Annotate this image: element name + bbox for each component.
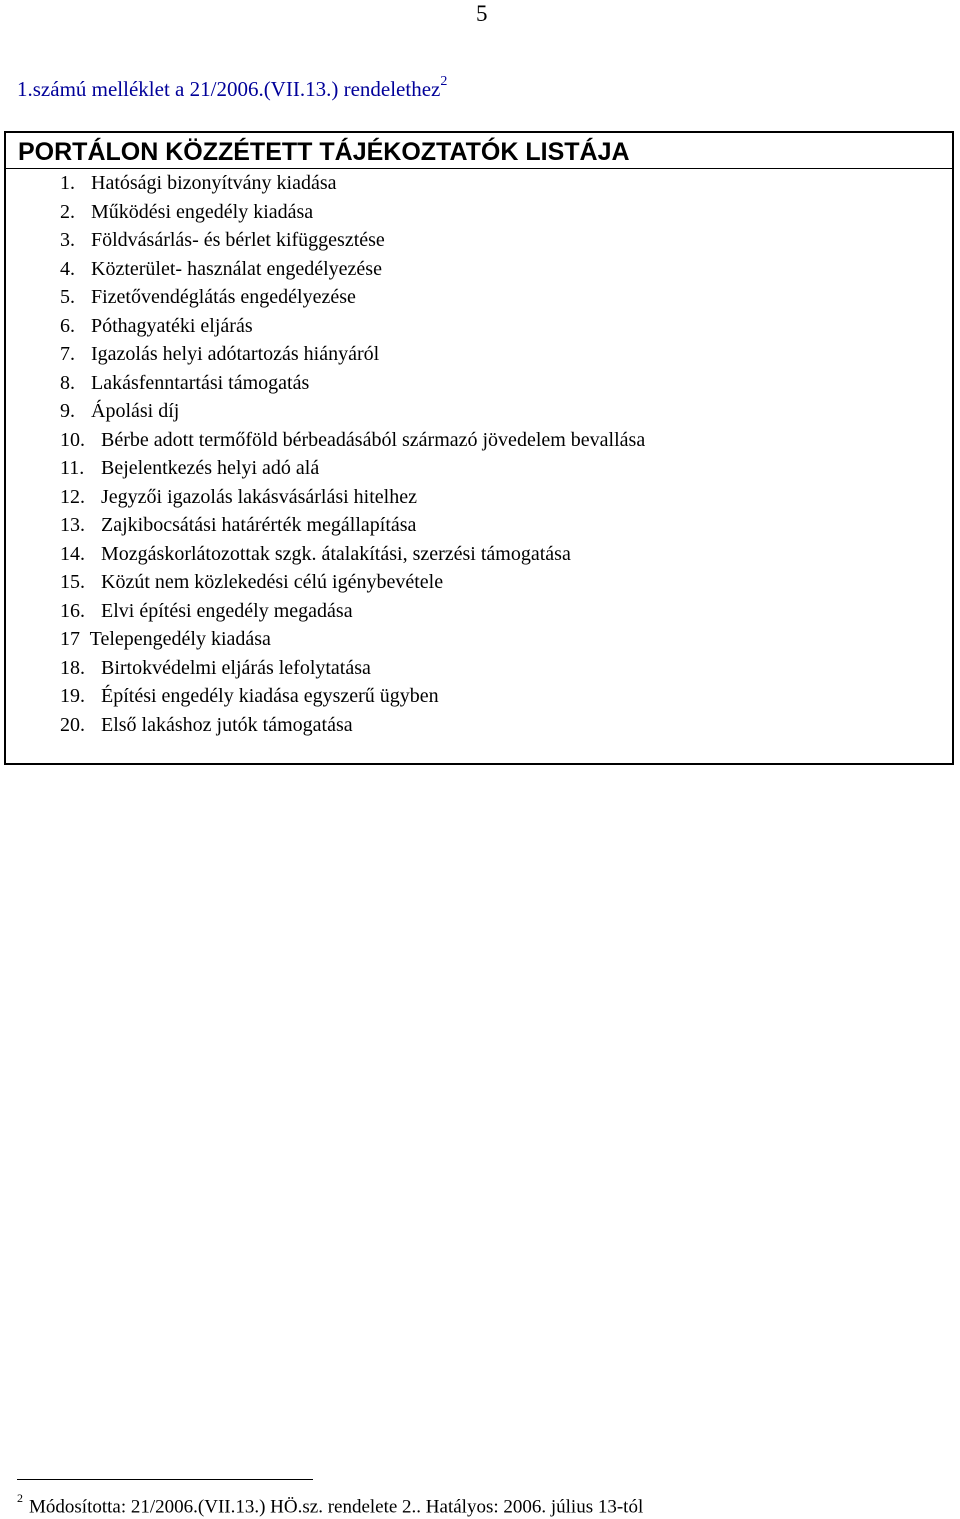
list-item-text: Közút nem közlekedési célú igénybevétele [101,571,444,593]
list-item-number: 10. [60,428,85,451]
footnote-text: Módosította: 21/2006.(VII.13.) HÖ.sz. rendelete 2.. Hatályos: 2006. július 13-tól [29,1496,644,1518]
list-item [60,198,645,227]
list-item-number: 6. [60,314,75,337]
notice-list-title: PORTÁLON KÖZZÉTETT TÁJÉKOZTATÓK LISTÁJA [18,138,630,166]
list-item-text: Működési engedély kiadása [91,200,314,223]
list-item-text: Építési engedély kiadása egyszerű ügyben [101,685,439,707]
notice-list [60,169,645,739]
notice-list-box [4,131,954,765]
list-item-number: 1. [60,172,75,194]
list-item-number: 11. [60,457,85,479]
list-item-number: 3. [60,229,75,251]
list-item [60,625,645,654]
list-item [60,397,645,426]
list-item-number: 4. [60,257,75,280]
footnote-divider [17,1479,313,1480]
list-item-text: Telepengedély kiadása [89,628,271,650]
list-item-number: 17 [60,628,80,650]
list-item [60,682,645,711]
list-item-text: Ápolási díj [91,400,180,422]
list-item [60,283,645,312]
list-item-text: Igazolás helyi adótartozás hiányáról [91,343,380,365]
list-item-text: Póthagyatéki eljárás [91,314,253,337]
list-item-text: Első lakáshoz jutók támogatása [101,713,353,736]
list-item [60,711,645,740]
list-item-text: Hatósági bizonyítvány kiadása [91,172,337,194]
list-item [60,255,645,284]
notice-list-header [6,133,952,169]
list-item-text: Földvásárlás- és bérlet kifüggesztése [91,229,385,251]
list-item-text: Mozgáskorlátozottak szgk. átalakítási, szerzési támogatása [101,542,571,565]
list-item-text: Fizetővendéglátás engedélyezése [91,286,356,308]
list-item [60,312,645,341]
list-item [60,597,645,626]
list-item-number: 20. [60,713,85,736]
list-item-text: Bérbe adott termőföld bérbeadásából származó jövedelem bevallása [101,428,646,451]
list-item [60,369,645,398]
list-item-number: 18. [60,656,85,679]
list-item-text: Jegyzői igazolás lakásvásárlási hitelhez [101,485,417,508]
list-item-text: Lakásfenntartási támogatás [91,371,310,394]
list-item [60,654,645,683]
list-item-number: 7. [60,343,75,365]
footnote [17,1489,643,1519]
page-number: 5 [476,1,488,26]
list-item [60,169,645,198]
annex-title [17,72,447,102]
list-item [60,340,645,369]
footnote-marker: 2 [17,1491,23,1505]
list-item-number: 8. [60,371,75,394]
footnote-reference: 2 [440,74,448,89]
list-item-number: 13. [60,514,85,536]
list-item-text: Birtokvédelmi eljárás lefolytatása [101,656,371,679]
list-item [60,568,645,597]
list-item [60,426,645,455]
list-item-number: 19. [60,685,85,707]
list-item-number: 9. [60,400,75,422]
list-item-text: Zajkibocsátási határérték megállapítása [101,514,417,536]
list-item-text: Elvi építési engedély megadása [101,599,353,622]
list-item-number: 12. [60,485,85,508]
list-item-number: 5. [60,286,75,308]
list-item-number: 15. [60,571,85,593]
list-item [60,483,645,512]
list-item-text: Közterület- használat engedélyezése [91,257,382,280]
list-item-number: 16. [60,599,85,622]
list-item-number: 14. [60,542,85,565]
list-item [60,454,645,483]
annex-title-text: 1.számú melléklet a 21/2006.(VII.13.) rendelethez [17,77,441,101]
list-item [60,540,645,569]
list-item-number: 2. [60,200,75,223]
list-item-text: Bejelentkezés helyi adó alá [101,457,320,479]
list-item [60,511,645,540]
list-item [60,226,645,255]
